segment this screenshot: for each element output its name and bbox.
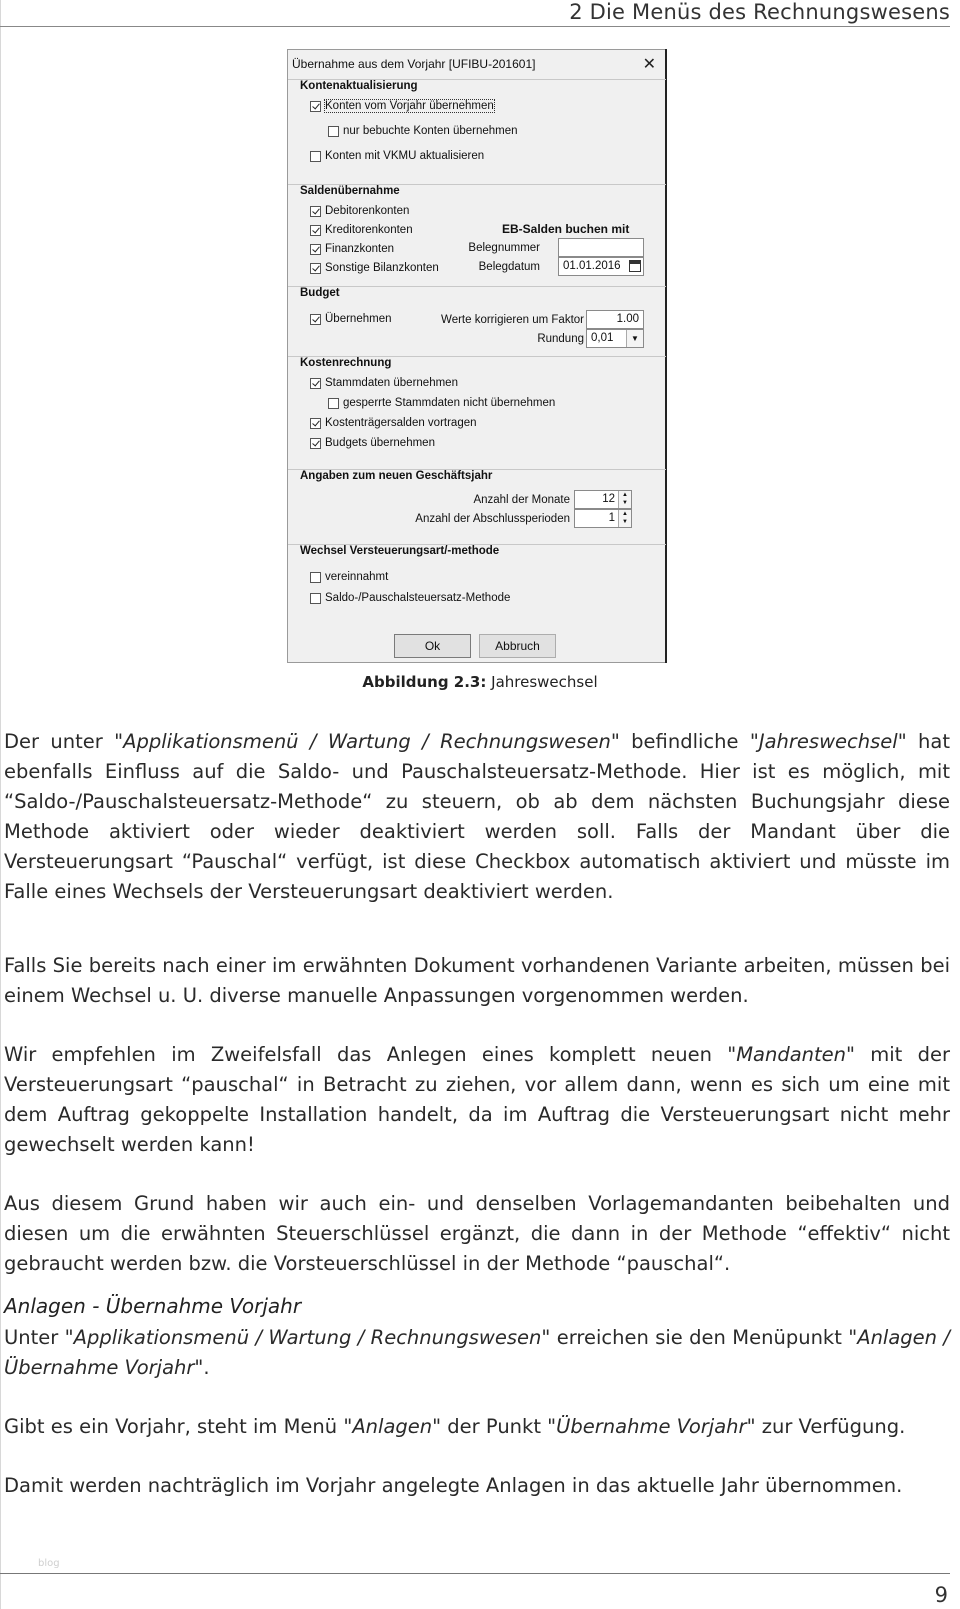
belegnummer-input[interactable] (558, 238, 644, 257)
italic-run: Mandanten (736, 1043, 847, 1066)
close-icon[interactable]: ✕ (642, 56, 656, 73)
monate-label: Anzahl der Monate (473, 494, 570, 506)
section-title: Angaben zum neuen Geschäftsjahr (300, 470, 493, 482)
checkbox-budget-uebernehmen[interactable] (310, 313, 391, 325)
checkbox-box[interactable] (310, 418, 321, 429)
checkbox-label: Budgets übernehmen (325, 437, 435, 449)
paragraph-vorlagemandant: Aus diesem Grund haben wir auch ein- und denselben Vorlagemandanten beibehalten und diesen um die erwähnten Steuerschlüssel ergänzt, die dann in der Methode “effektiv“ nicht gebraucht werden bzw. die Vorsteuerschlüssel in der Methode “pauschal“. (4, 1192, 950, 1275)
text-run: " mit der Versteuerungsart “pauschal“ in Betracht zu ziehen, vor allem dann, wenn es sich um eine mit dem Auftrag gekoppelte Installation handelt, da im Auftrag die Versteuerungsart nicht mehr gewechselt werden kann! (4, 1043, 950, 1156)
checkbox-box[interactable] (310, 572, 321, 583)
checkbox-label: Debitorenkonten (325, 205, 410, 217)
belegdatum-label: Belegdatum (478, 261, 540, 273)
text-run: Der unter " (4, 730, 124, 753)
checkbox-label: Sonstige Bilanzkonten (325, 262, 439, 274)
checkbox-box[interactable] (310, 314, 321, 325)
calendar-icon[interactable] (629, 260, 641, 272)
paragraph-empfehlung (4, 1040, 950, 1160)
checkbox-box[interactable] (310, 263, 321, 274)
checkbox-box[interactable] (310, 593, 321, 604)
footer-rule (0, 1573, 950, 1574)
checkbox-kostentraegersalden[interactable] (310, 417, 477, 429)
checkbox-label: Saldo-/Pauschalsteuersatz-Methode (325, 592, 511, 604)
checkbox-sonstige-bilanzkonten[interactable] (310, 262, 439, 274)
ok-button[interactable]: Ok (394, 634, 471, 658)
checkbox-stammdaten[interactable] (310, 377, 458, 389)
checkbox-box[interactable] (310, 206, 321, 217)
checkbox-box[interactable] (310, 244, 321, 255)
monate-value: 12 (602, 493, 615, 505)
section-title: Kontenaktualisierung (300, 80, 418, 92)
text-run: " hat ebenfalls Einfluss auf die Saldo- und Pauschalsteuersatz-Methode. Hier ist es möglich, mit “Saldo-/Pauschalsteuersatz-Methode“ zu steuern, ob ab dem nächsten Buchungsjahr diese Methode aktiviert oder wieder deaktiviert werden soll. Falls der Mandant über die Versteuerungsart “Pauschal“ verfügt, ist diese Checkbox automatisch aktiviert und müsste im Falle eines Wechsels der Versteuerungsart deaktiviert werden. (4, 730, 950, 903)
belegnummer-label: Belegnummer (468, 242, 540, 254)
text-run: " befindliche " (610, 730, 759, 753)
checkbox-finanzkonten[interactable] (310, 243, 394, 255)
section-title: Saldenübernahme (300, 185, 400, 197)
checkbox-label: Finanzkonten (325, 243, 395, 255)
spinner-arrows-icon[interactable]: ▲ ▼ (618, 510, 631, 527)
section-kostenrechnung (288, 356, 666, 464)
section-title: Budget (300, 287, 340, 299)
dialog-title: Übernahme aus dem Vorjahr [UFIBU-201601] (292, 57, 536, 71)
checkbox-konten-vom-vorjahr[interactable] (310, 100, 494, 112)
checkbox-box[interactable] (310, 378, 321, 389)
checkbox-label: Kreditorenkonten (325, 224, 413, 236)
checkbox-label: Stammdaten übernehmen (325, 377, 458, 389)
checkbox-label: vereinnahmt (325, 571, 389, 583)
checkbox-label: Konten vom Vorjahr übernehmen (325, 100, 494, 112)
text-run: ". (194, 1356, 210, 1379)
section-geschaeftsjahr (288, 469, 666, 540)
italic-run: Anlagen (352, 1415, 433, 1438)
checkbox-label: nur bebuchte Konten übernehmen (343, 125, 518, 137)
italic-run: Jahreswechsel (758, 730, 898, 753)
header-rule (0, 26, 950, 27)
checkbox-box[interactable] (310, 151, 321, 162)
section-title: Wechsel Versteuerungsart/-methode (300, 545, 500, 557)
figure-caption (0, 673, 960, 691)
belegdatum-input[interactable] (558, 257, 644, 276)
checkbox-budgets-uebernehmen[interactable] (310, 437, 435, 449)
spinner-arrows-icon[interactable]: ▲ ▼ (618, 491, 631, 508)
section-saldenuebernahme (288, 184, 666, 287)
checkbox-box[interactable] (328, 126, 339, 137)
caption-prefix: Abbildung 2.3: (362, 673, 487, 691)
uebernahme-dialog (287, 49, 667, 663)
belegdatum-value: 01.01.2016 (563, 260, 621, 272)
text-run: Unter " (4, 1326, 74, 1349)
faktor-input[interactable]: 1.00 (586, 310, 644, 329)
faktor-label: Werte korrigieren um Faktor (441, 314, 584, 326)
checkbox-debitorenkonten[interactable] (310, 205, 409, 217)
checkbox-vereinnahmt[interactable] (310, 571, 388, 583)
text-run: Gibt es ein Vorjahr, steht im Menü " (4, 1415, 353, 1438)
checkbox-nur-bebuchte-konten[interactable] (328, 125, 518, 137)
text-run: " erreichen sie den Menüpunkt " (541, 1326, 858, 1349)
paragraph-varianten: Falls Sie bereits nach einer im erwähnten Dokument vorhandenen Variante arbeiten, müssen bei einem Wechsel u. U. diverse manuelle Anpassungen vorgenommen werden. (4, 954, 950, 1007)
perioden-stepper[interactable] (574, 509, 632, 528)
text-run: " zur Verfügung. (746, 1415, 906, 1438)
section-title: Kostenrechnung (300, 357, 392, 369)
chevron-down-icon[interactable]: ▼ (626, 330, 643, 347)
checkbox-label: Übernehmen (325, 313, 392, 325)
checkbox-label: Kostenträgersalden vortragen (325, 417, 477, 429)
section-heading-anlagen: Anlagen - Übernahme Vorjahr (4, 1294, 302, 1318)
perioden-value: 1 (608, 512, 615, 524)
checkbox-label: Konten mit VKMU aktualisieren (325, 150, 485, 162)
checkbox-box[interactable] (310, 101, 321, 112)
running-header: 2 Die Menüs des Rechnungswesens (569, 0, 950, 24)
cancel-button[interactable]: Abbruch (479, 634, 556, 658)
paragraph-vorjahr (4, 1412, 950, 1442)
paragraph-jahreswechsel (4, 727, 950, 907)
perioden-label: Anzahl der Abschlussperioden (415, 513, 570, 525)
checkbox-gesperrte-stammdaten[interactable] (328, 397, 555, 409)
caption-text: Jahreswechsel (486, 673, 598, 691)
text-run: Wir empfehlen im Zweifelsfall das Anlegen eines komplett neuen " (4, 1043, 737, 1066)
checkbox-saldo-pauschal[interactable] (310, 592, 510, 604)
checkbox-konten-vkmu[interactable] (310, 150, 484, 162)
checkbox-label: gesperrte Stammdaten nicht übernehmen (343, 397, 556, 409)
paragraph-uebernahme: Damit werden nachträglich im Vorjahr angelegte Anlagen in das aktuelle Jahr übernommen. (4, 1474, 903, 1497)
checkbox-box[interactable] (310, 438, 321, 449)
rundung-value: 0,01 (591, 332, 614, 344)
page-edge (0, 0, 1, 1609)
checkbox-kreditorenkonten[interactable] (310, 224, 413, 236)
section-wechsel (288, 544, 666, 613)
section-budget (288, 286, 666, 352)
watermark: blog (38, 1558, 60, 1569)
eb-salden-title: EB-Salden buchen mit (502, 222, 630, 236)
italic-run: Anlagen / Übernahme Vorjahr (4, 1326, 950, 1379)
italic-run: Applikationsmenü / Wartung / Rechnungswesen (73, 1326, 542, 1349)
page-number: 9 (934, 1583, 948, 1607)
checkbox-box[interactable] (310, 225, 321, 236)
rundung-select[interactable] (586, 329, 644, 348)
rundung-label: Rundung (537, 333, 584, 345)
paragraph-anlagen-menue (4, 1323, 950, 1383)
text-run: " der Punkt " (432, 1415, 557, 1438)
italic-run: Übernahme Vorjahr (556, 1415, 747, 1438)
monate-stepper[interactable] (574, 490, 632, 509)
checkbox-box[interactable] (328, 398, 339, 409)
italic-run: Applikationsmenü / Wartung / Rechnungswesen (123, 730, 611, 753)
